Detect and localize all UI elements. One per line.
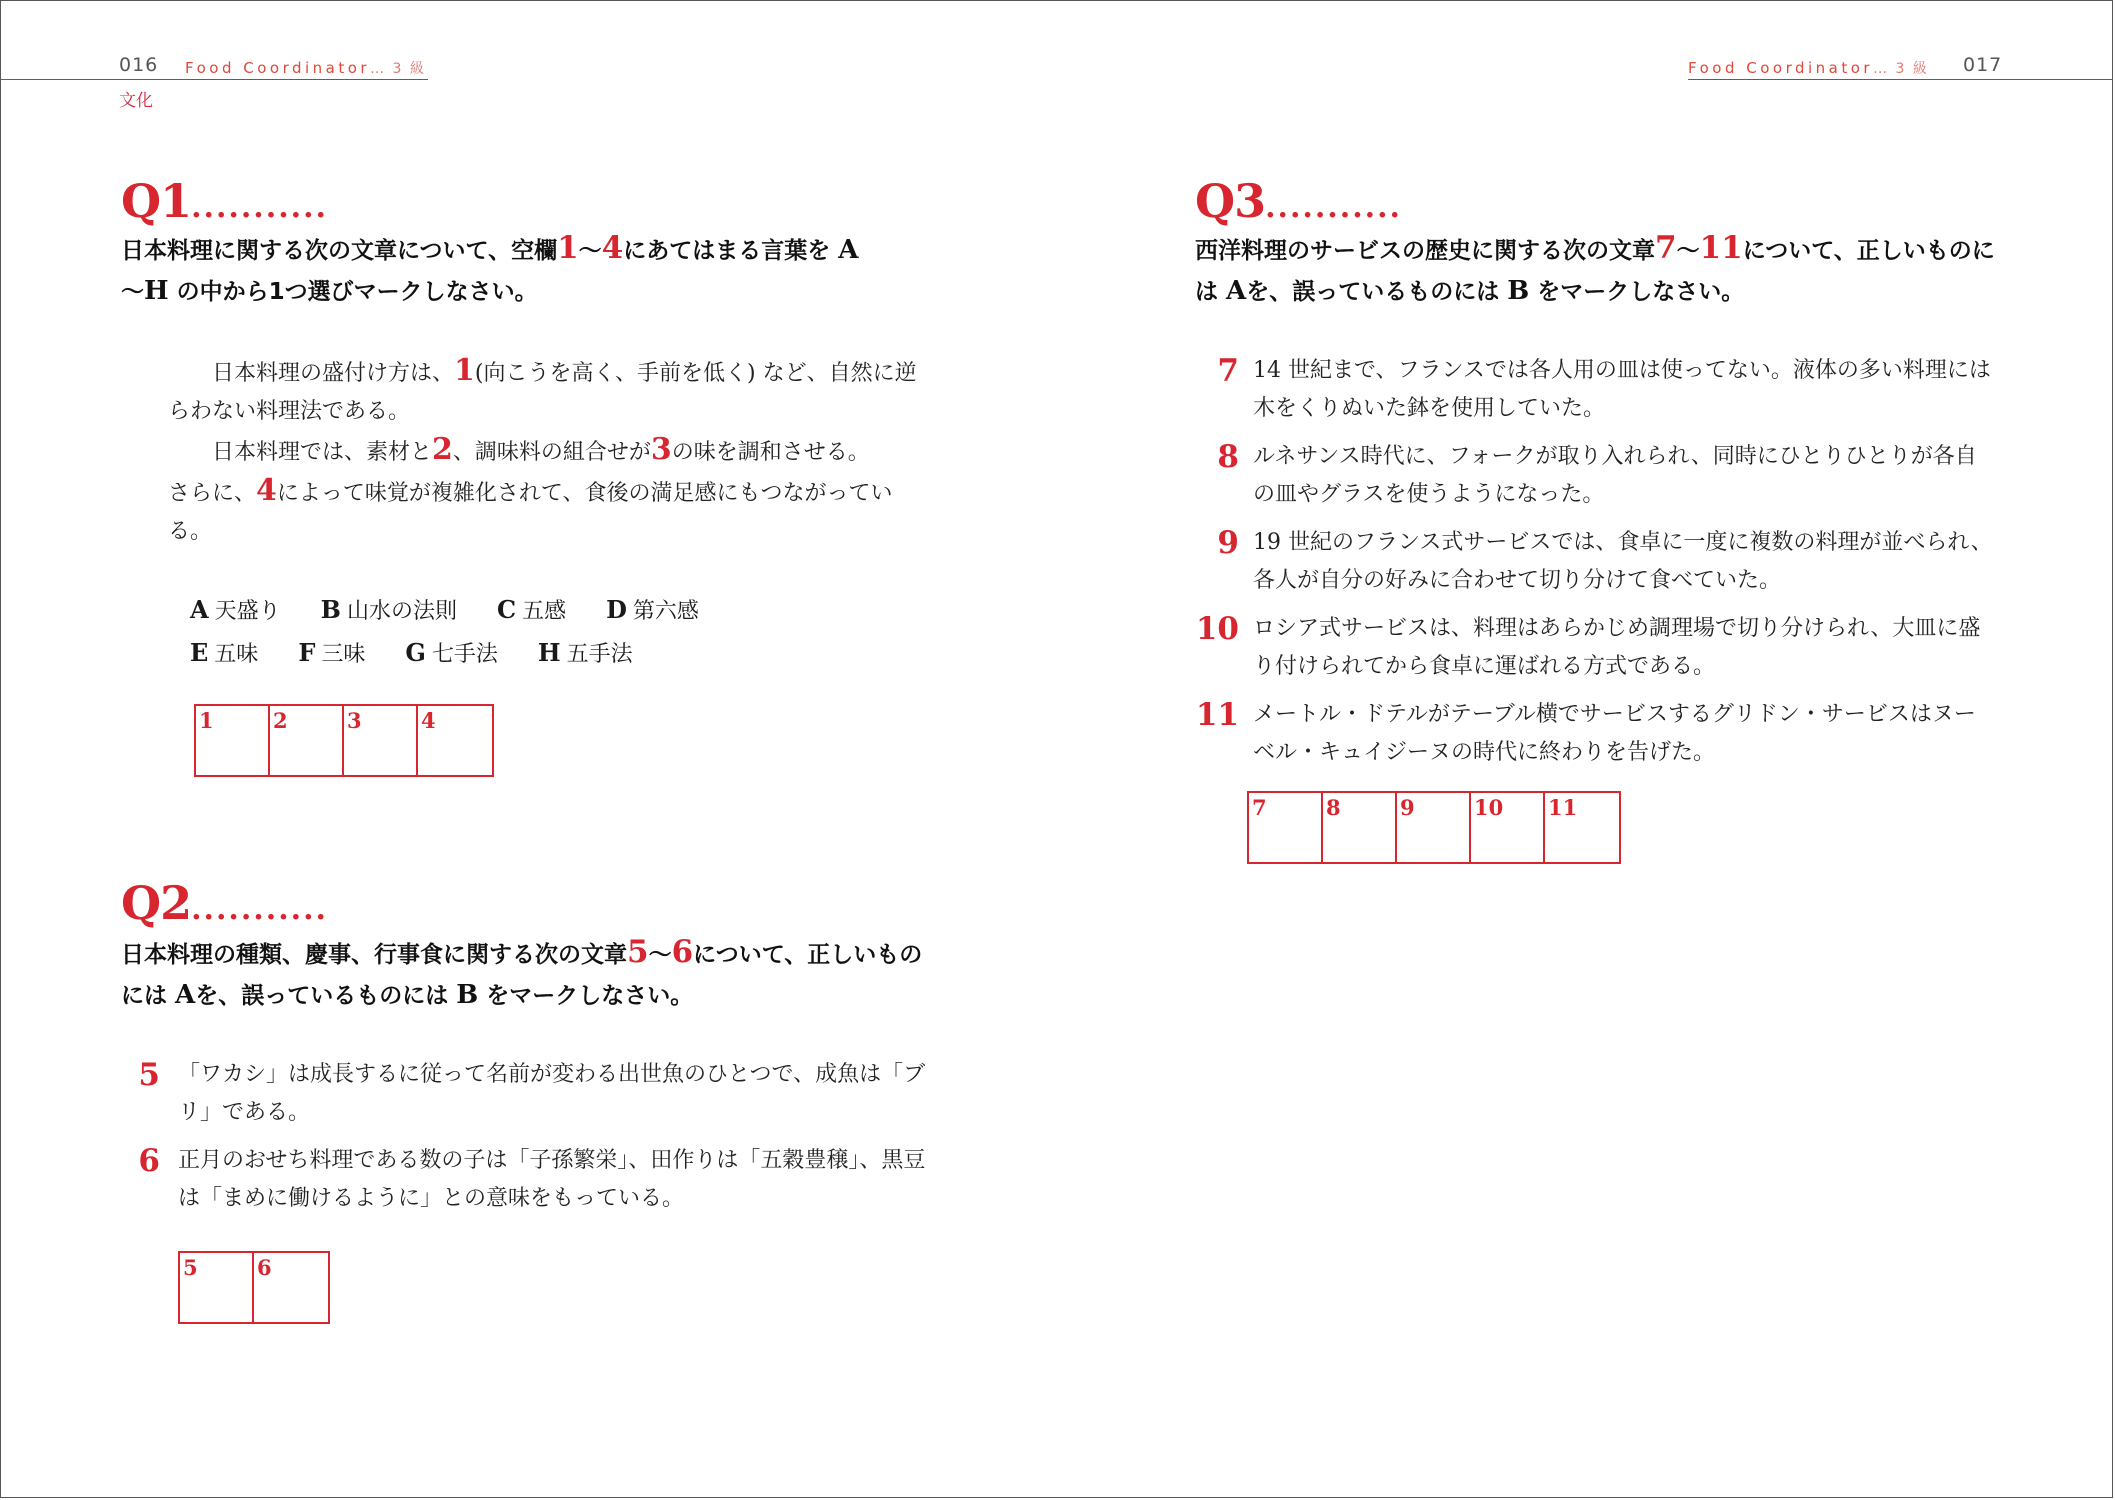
answer-cell[interactable]: 6 xyxy=(257,1255,272,1280)
q3-dots: ........... xyxy=(1265,190,1402,225)
answer-cell[interactable]: 2 xyxy=(270,706,344,775)
q1-prompt: 日本料理に関する次の文章について、空欄1～4にあてはまる言葉を A ～H の中から1つ選びマークしなさい。 xyxy=(121,230,859,306)
q3-item-7: 7 14 世紀まで、フランスでは各人用の皿は使ってない。液体の多い料理には木をくりぬいた鉢を使用していた。 xyxy=(1217,353,1991,421)
answer-cell[interactable]: 7 xyxy=(1249,793,1323,862)
right-page-number: 017 xyxy=(1963,54,2003,76)
answer-cell[interactable]: 4 xyxy=(421,708,436,733)
q3-item-10: 10 ロシア式サービスは、料理はあらかじめ調理場で切り分けられ、大皿に盛り付けられてから食卓に運ばれる方式である。 xyxy=(1195,611,1981,679)
choice-e: E 五味 xyxy=(190,638,259,667)
answer-cell[interactable]: 10 xyxy=(1471,793,1545,862)
q3-item-8: 8 ルネサンス時代に、フォークが取り入れられ、同時にひとりひとりが各自の皿やグラスを使うようになった。 xyxy=(1217,439,1977,507)
right-header-rule xyxy=(1688,79,2113,80)
left-series-title xyxy=(185,58,426,78)
q3-prompt: 西洋料理のサービスの歴史に関する次の文章7～11について、正しいものには Aを、誤っているものには B をマークしなさい。 xyxy=(1195,230,1995,306)
q1-answer-grid xyxy=(194,704,494,777)
series-name: Food Coordinator xyxy=(185,59,371,77)
q1-label: Q1 xyxy=(121,174,192,228)
q1-passage-para-2: 日本料理では、素材と2、調味料の組合せが3の味を調和させる。 さらに、4によって味覚が複雑化されて、食後の満足感にもつながっている。 xyxy=(168,432,893,544)
q1-dots: ........... xyxy=(191,190,328,225)
choice-g: G 七手法 xyxy=(405,638,498,667)
choice-f: F 三味 xyxy=(298,638,366,667)
q3-answer-grid xyxy=(1247,791,1621,864)
answer-cell[interactable]: 9 xyxy=(1397,793,1471,862)
q2-item-5: 5 「ワカシ」は成長するに従って名前が変わる出世魚のひとつで、成魚は「ブリ」である。 xyxy=(138,1057,926,1125)
q2-answer-grid xyxy=(178,1251,330,1324)
choice-d: D 第六感 xyxy=(606,595,699,624)
choice-h: H 五手法 xyxy=(537,638,633,667)
right-series-title xyxy=(1688,58,1929,78)
q3-items xyxy=(1195,352,1995,782)
q3-item-11: 11 メートル・ドテルがテーブル横でサービスするグリドン・サービスはヌーベル・キュイジーヌの時代に終わりを告げた。 xyxy=(1195,697,1976,765)
q3-item-9: 9 19 世紀のフランス式サービスでは、食卓に一度に複数の料理が並べられ、各人が自分の好みに合わせて切り分けて食べていた。 xyxy=(1217,525,1993,593)
answer-cell[interactable]: 3 xyxy=(344,706,418,775)
q2-prompt: 日本料理の種類、慶事、行事食に関する次の文章5～6について、正しいものには Aを、誤っているものには B をマークしなさい。 xyxy=(121,934,923,1010)
series-level: … 3 級 xyxy=(1873,61,1929,77)
q2-dots: ........... xyxy=(191,892,328,927)
answer-cell[interactable]: 1 xyxy=(196,706,270,775)
q3-heading xyxy=(1195,174,1402,231)
series-name: Food Coordinator xyxy=(1688,59,1874,77)
series-level: … 3 級 xyxy=(370,61,426,77)
choice-b: B 山水の法則 xyxy=(320,595,457,624)
section-label: 文化 xyxy=(119,91,153,111)
q3-label: Q3 xyxy=(1195,174,1266,228)
q1-choices xyxy=(190,589,739,675)
choice-c: C 五感 xyxy=(496,595,567,624)
answer-cell[interactable]: 11 xyxy=(1548,795,1578,820)
left-header-rule xyxy=(0,79,428,80)
choice-a: A 天盛り xyxy=(190,595,281,624)
q2-item-6: 6 正月のおせち料理である数の子は「子孫繁栄」、田作りは「五穀豊穣」、黒豆は「まめに働けるように」との意味をもっている。 xyxy=(138,1143,926,1211)
q2-items xyxy=(130,1056,940,1228)
q1-passage-para-1: 日本料理の盛付け方は、1(向こうを高く、手前を低く) など、自然に逆らわない料理法である。 xyxy=(168,353,917,424)
q2-label: Q2 xyxy=(121,876,192,930)
q2-heading xyxy=(121,876,328,933)
q1-passage xyxy=(168,352,928,551)
left-page-number: 016 xyxy=(119,54,159,76)
q1-heading xyxy=(121,174,328,231)
answer-cell[interactable]: 5 xyxy=(180,1253,254,1322)
answer-cell[interactable]: 8 xyxy=(1323,793,1397,862)
